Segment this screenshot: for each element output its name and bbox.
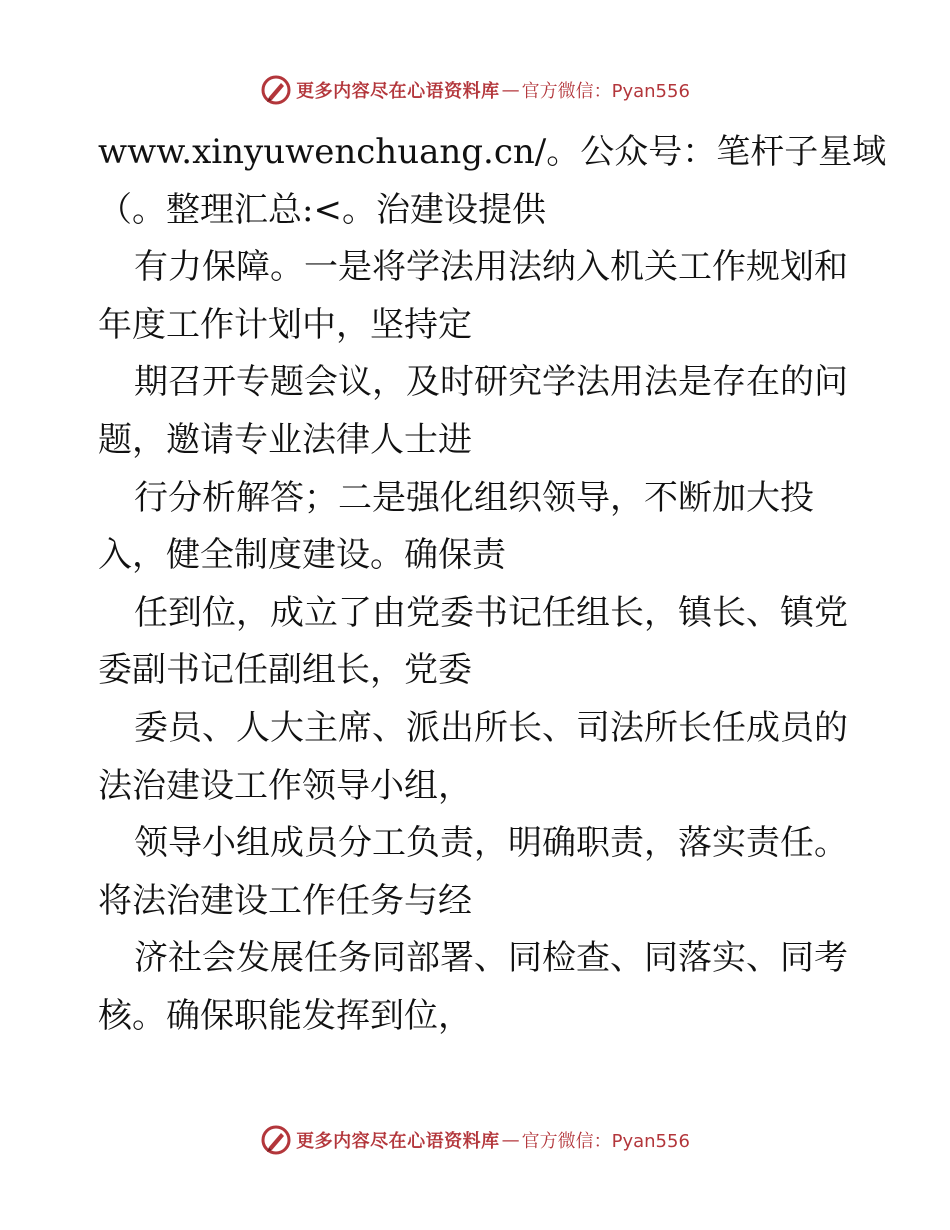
banner-wechat: 官方微信：Pyan556 bbox=[521, 81, 690, 102]
text-line: 入，健全制度建设。确保责 bbox=[98, 535, 506, 576]
banner-wechat: 官方微信：Pyan556 bbox=[521, 1131, 690, 1152]
text-line: 领导小组成员分工负责，明确职责，落实责任。 bbox=[134, 823, 848, 864]
document-body bbox=[98, 124, 887, 1046]
text-line: 年度工作计划中，坚持定 bbox=[98, 304, 472, 345]
text-line: 行分析解答；二是强化组织领导，不断加大投 bbox=[134, 477, 814, 518]
text-line: 将法治建设工作任务与经 bbox=[98, 880, 472, 921]
text-line: 委员、人大主席、派出所长、司法所长任成员的 bbox=[134, 707, 848, 748]
pen-logo-icon bbox=[260, 74, 292, 106]
text-line: 委副书记任副组长，党委 bbox=[98, 650, 472, 691]
text-line: 任到位，成立了由党委书记任组长，镇长、镇党 bbox=[134, 592, 848, 633]
banner-brand: 更多内容尽在心语资料库 bbox=[296, 1131, 500, 1152]
header-banner bbox=[0, 70, 950, 110]
text-line: 济社会发展任务同部署、同检查、同落实、同考 bbox=[134, 938, 848, 979]
text-line: 核。确保职能发挥到位， bbox=[98, 995, 472, 1036]
pen-logo-icon bbox=[260, 1124, 292, 1156]
banner-separator: — bbox=[501, 79, 520, 101]
text-line: 法治建设工作领导小组， bbox=[98, 765, 472, 806]
text-line: （。整理汇总:<。治建设提供 bbox=[98, 189, 546, 230]
footer-banner bbox=[0, 1120, 950, 1160]
text-line: 有力保障。一是将学法用法纳入机关工作规划和 bbox=[134, 247, 848, 288]
text-line: 题，邀请专业法律人士进 bbox=[98, 419, 472, 460]
text-line: www.xinyuwenchuang.cn/。公众号：笔杆子星域 bbox=[98, 132, 887, 172]
text-line: 期召开专题会议，及时研究学法用法是存在的问 bbox=[134, 362, 848, 403]
banner-separator: — bbox=[501, 1129, 520, 1151]
banner-brand: 更多内容尽在心语资料库 bbox=[296, 81, 500, 102]
